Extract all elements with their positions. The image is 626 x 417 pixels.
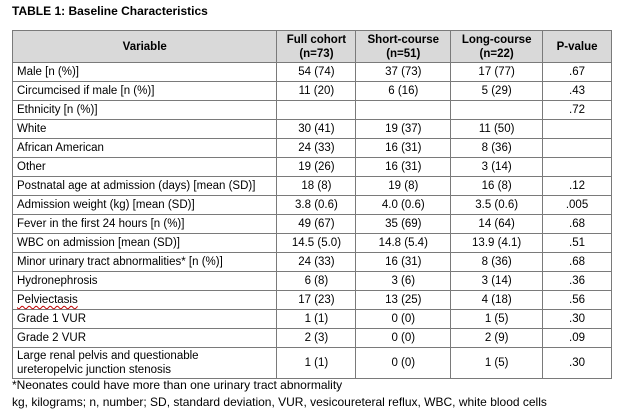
cell-long: 8 (36) — [451, 253, 543, 272]
cell-long: 17 (77) — [451, 63, 543, 82]
cell-long: 3 (14) — [451, 158, 543, 177]
cell-full: 49 (67) — [277, 215, 356, 234]
cell-short: 14.8 (5.4) — [356, 234, 451, 253]
cell-long — [451, 101, 543, 120]
cell-pvalue: .43 — [543, 82, 612, 101]
header-short-course: Short-course (n=51) — [356, 31, 451, 63]
cell-long: 4 (18) — [451, 291, 543, 310]
cell-short: 16 (31) — [356, 253, 451, 272]
cell-short: 0 (0) — [356, 329, 451, 348]
cell-pvalue: .72 — [543, 101, 612, 120]
footnote: *Neonates could have more than one urinary tract abnormality — [12, 378, 343, 392]
table-row — [13, 120, 612, 139]
cell-pvalue: .30 — [543, 310, 612, 329]
cell-full: 24 (33) — [277, 253, 356, 272]
cell-full: 54 (74) — [277, 63, 356, 82]
abbreviations-note: kg, kilograms; n, number; SD, standard deviation, VUR, vesicoureteral reflux, WBC, white blood cells — [12, 395, 547, 409]
row-label: Fever in the first 24 hours [n (%)] — [13, 215, 277, 234]
table-row — [13, 253, 612, 272]
row-label: Circumcised if male [n (%)] — [13, 82, 277, 101]
cell-short: 19 (8) — [356, 177, 451, 196]
cell-pvalue: .09 — [543, 329, 612, 348]
cell-short — [356, 101, 451, 120]
cell-full: 3.8 (0.6) — [277, 196, 356, 215]
table-row — [13, 329, 612, 348]
header-full-cohort: Full cohort (n=73) — [277, 31, 356, 63]
row-label: Admission weight (kg) [mean (SD)] — [13, 196, 277, 215]
cell-long: 8 (36) — [451, 139, 543, 158]
baseline-table — [12, 30, 612, 379]
cell-full: 19 (26) — [277, 158, 356, 177]
row-label: Male [n (%)] — [13, 63, 277, 82]
table-row — [13, 234, 612, 253]
table-row — [13, 215, 612, 234]
cell-full: 1 (1) — [277, 310, 356, 329]
cell-short: 4.0 (0.6) — [356, 196, 451, 215]
table-row — [13, 348, 612, 379]
cell-long: 3 (14) — [451, 272, 543, 291]
cell-short: 3 (6) — [356, 272, 451, 291]
row-label: Other — [13, 158, 277, 177]
table-title: TABLE 1: Baseline Characteristics — [12, 4, 208, 18]
row-label: Large renal pelvis and questionable ureteropelvic junction stenosis — [13, 348, 277, 379]
cell-full: 1 (1) — [277, 348, 356, 379]
row-label: Postnatal age at admission (days) [mean (SD)] — [13, 177, 277, 196]
cell-pvalue: .005 — [543, 196, 612, 215]
spellcheck-word: Pelviectasis — [17, 294, 78, 306]
table-row — [13, 310, 612, 329]
cell-pvalue — [543, 139, 612, 158]
cell-pvalue: .67 — [543, 63, 612, 82]
row-label: Grade 2 VUR — [13, 329, 277, 348]
row-label: Grade 1 VUR — [13, 310, 277, 329]
row-label: Minor urinary tract abnormalities* [n (%)] — [13, 253, 277, 272]
cell-pvalue: .68 — [543, 253, 612, 272]
cell-full: 14.5 (5.0) — [277, 234, 356, 253]
cell-long: 2 (9) — [451, 329, 543, 348]
cell-long: 16 (8) — [451, 177, 543, 196]
cell-short: 6 (16) — [356, 82, 451, 101]
cell-short: 0 (0) — [356, 348, 451, 379]
cell-short: 0 (0) — [356, 310, 451, 329]
row-label: WBC on admission [mean (SD)] — [13, 234, 277, 253]
cell-long: 3.5 (0.6) — [451, 196, 543, 215]
table-row — [13, 158, 612, 177]
cell-pvalue — [543, 158, 612, 177]
cell-long: 1 (5) — [451, 310, 543, 329]
cell-pvalue — [543, 120, 612, 139]
cell-full: 18 (8) — [277, 177, 356, 196]
table-row — [13, 82, 612, 101]
header-long-course: Long-course (n=22) — [451, 31, 543, 63]
cell-full: 6 (8) — [277, 272, 356, 291]
table-row — [13, 291, 612, 310]
cell-pvalue: .68 — [543, 215, 612, 234]
cell-short: 19 (37) — [356, 120, 451, 139]
cell-short: 16 (31) — [356, 139, 451, 158]
cell-long: 14 (64) — [451, 215, 543, 234]
cell-short: 35 (69) — [356, 215, 451, 234]
cell-long: 1 (5) — [451, 348, 543, 379]
cell-full: 17 (23) — [277, 291, 356, 310]
cell-pvalue: .56 — [543, 291, 612, 310]
row-label: Ethnicity [n (%)] — [13, 101, 277, 120]
cell-pvalue: .12 — [543, 177, 612, 196]
cell-long: 11 (50) — [451, 120, 543, 139]
cell-full: 11 (20) — [277, 82, 356, 101]
table-row — [13, 177, 612, 196]
cell-full — [277, 101, 356, 120]
table-row — [13, 101, 612, 120]
cell-pvalue: .36 — [543, 272, 612, 291]
cell-short: 37 (73) — [356, 63, 451, 82]
cell-full: 24 (33) — [277, 139, 356, 158]
header-variable: Variable — [13, 31, 277, 63]
header-row — [13, 31, 612, 63]
cell-short: 16 (31) — [356, 158, 451, 177]
cell-short: 13 (25) — [356, 291, 451, 310]
header-pvalue: P-value — [543, 31, 612, 63]
table-row — [13, 196, 612, 215]
row-label: White — [13, 120, 277, 139]
cell-pvalue: .30 — [543, 348, 612, 379]
cell-full: 2 (3) — [277, 329, 356, 348]
table-row — [13, 63, 612, 82]
cell-pvalue: .51 — [543, 234, 612, 253]
cell-long: 13.9 (4.1) — [451, 234, 543, 253]
table-row — [13, 139, 612, 158]
row-label — [13, 291, 277, 310]
row-label: Hydronephrosis — [13, 272, 277, 291]
cell-full: 30 (41) — [277, 120, 356, 139]
row-label: African American — [13, 139, 277, 158]
table-row — [13, 272, 612, 291]
cell-long: 5 (29) — [451, 82, 543, 101]
